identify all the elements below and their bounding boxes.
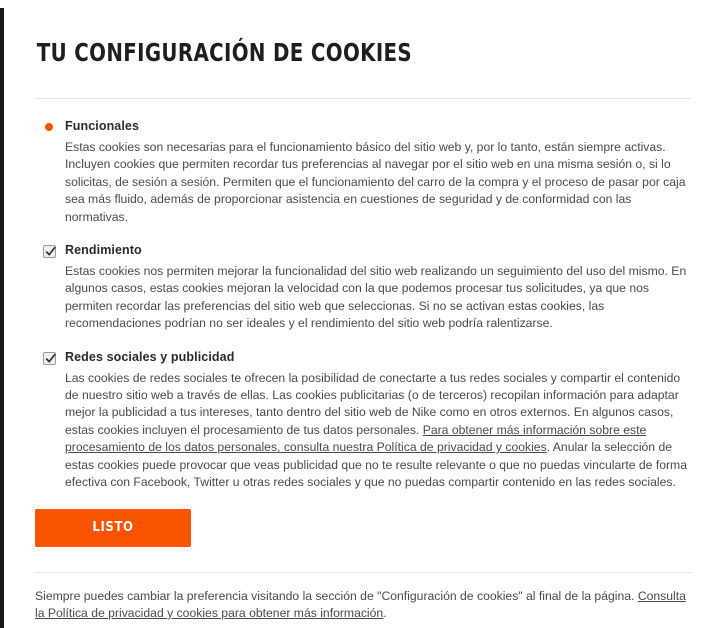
cookie-category-description: Estas cookies nos permiten mejorar la funcionalidad del sitio web realizando un seguimiento del uso del mismo. En algunos casos, estas cookies mejoran la velocidad con la que podemos procesar tus solicitudes, ya que nos permiten recordar las preferencias del sitio web que seleccionas. Si no se activan estas cookies, las recomendaciones podrían no ser ideales y el rendimiento del sitio web podría ralentizarse. (65, 264, 687, 331)
checkbox-rendimiento[interactable] (43, 245, 55, 257)
checkbox-redes-sociales[interactable] (43, 352, 55, 364)
footer-note (35, 573, 691, 623)
cookie-category-description: Estas cookies son necesarias para el funcionamiento básico del sitio web y, por lo tanto, están siempre activas. Incluyen cookies que permiten recordar tus preferencias al navegar por el sitio web en una misma sesión o, si lo solicitas, de sesión a sesión. Permiten que el funcionamiento del carro de la compra y el proceso de pasar por caja sea más fluido, además de proporcionar asistencia en cuestiones de seguridad y de conformidad con las normativas. (65, 140, 686, 224)
cookie-category-heading: Funcionales (65, 119, 140, 133)
bullet-dot-icon (43, 121, 55, 133)
page-title: TU CONFIGURACIÓN DE COOKIES (36, 38, 413, 67)
footer-privacy-policy-link[interactable]: Consulta la Política de privacidad y cookies para obtener más información (35, 588, 686, 620)
description-text-after-link: . Anular la selección de estas cookies puede provocar que veas publicidad que no te resulte relevante o que no puedas vincularte de forma efectiva con Facebook, Twitter u otras redes sociales y que no puedas compartir contenido en las redes sociales. (65, 440, 687, 490)
cookie-category-funcionales (35, 118, 691, 226)
cookie-category-rendimiento (35, 242, 691, 333)
cookie-category-heading: Rendimiento (65, 243, 142, 258)
actions-spacer (35, 547, 691, 572)
dialog-actions (35, 492, 691, 547)
cookie-categories-list (35, 99, 691, 492)
cookie-settings-dialog (4, 0, 723, 628)
privacy-policy-link[interactable]: Para obtener más información sobre este procesamiento de los datos personales, consulta nuestra Política de privacidad y cookies (65, 422, 647, 455)
done-button[interactable]: LISTO (35, 509, 191, 547)
footer-text-after-link: . (383, 605, 387, 620)
footer-text-before-link: Siempre puedes cambiar la preferencia visitando la sección de "Configuración de cookies" al final de la página. (35, 588, 638, 603)
cookie-category-redes-sociales-y-publicidad (35, 349, 691, 492)
cookie-category-heading: Redes sociales y publicidad (65, 349, 235, 364)
description-text-before-link: Las cookies de redes sociales te ofrecen la posibilidad de conectarte a tus redes sociales y compartir el contenido de nuestro sitio web a través de ellas. Las cookies publicitarias (o de terceros) recopilan información para adaptar mejor la publicidad a tus intereses, tanto dentro del sitio web de Nike como en otros externos. En algunos casos, estas cookies incluyen el procesamiento de tus datos personales. (65, 370, 681, 437)
cookie-category-description (65, 370, 691, 492)
